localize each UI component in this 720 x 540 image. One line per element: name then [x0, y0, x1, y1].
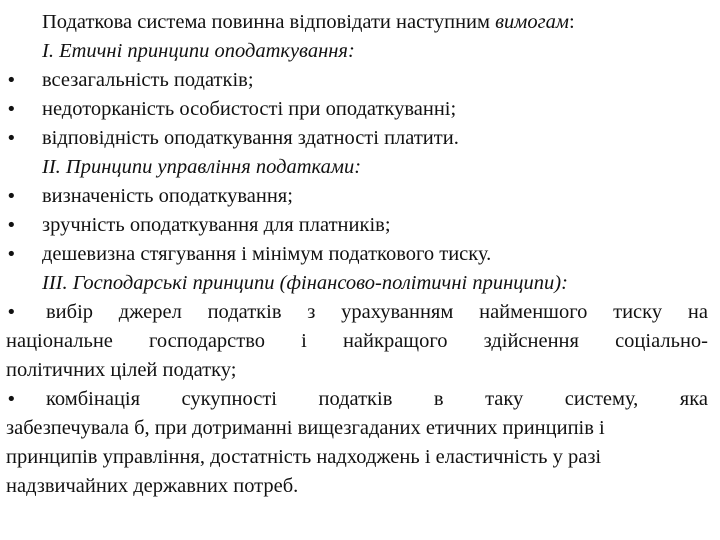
bullet-icon: •	[6, 389, 17, 410]
section1-item-3: відповідність оподаткування здатності платити.	[42, 127, 459, 149]
word: господарство	[149, 330, 266, 352]
word: найкращого	[342, 330, 448, 352]
intro-emphasis: вимогам	[495, 11, 569, 33]
section1-item-1: всезагальність податків;	[42, 69, 254, 91]
section3-item1-line3: політичних цілей податку;	[6, 359, 237, 381]
word: найменшого	[479, 301, 588, 323]
bullet-icon: •	[6, 215, 17, 236]
word: джерел	[118, 301, 182, 323]
intro-line	[42, 8, 575, 37]
word: здійснення	[483, 330, 579, 352]
word: соціально-	[615, 330, 708, 352]
word: національне	[6, 330, 113, 352]
section3-heading: ІІІ. Господарські принципи (фінансово-політичні принципи):	[42, 272, 568, 294]
section3-item2-line3: принципів управління, достатність надходжень і еластичність у разі	[6, 446, 602, 468]
bullet-icon: •	[6, 99, 17, 120]
word: податків	[207, 301, 282, 323]
word: яка	[679, 388, 708, 410]
section2-item-2: зручність оподаткування для платників;	[42, 214, 391, 236]
word: тиску	[613, 301, 663, 323]
word: таку	[485, 388, 524, 410]
section2-item-1: визначеність оподаткування;	[42, 185, 293, 207]
bullet-icon: •	[6, 186, 17, 207]
word: сукупності	[181, 388, 277, 410]
section3-item2-line1	[46, 385, 708, 414]
word: урахуванням	[341, 301, 454, 323]
word: податків	[318, 388, 393, 410]
word: вибір	[46, 301, 94, 323]
section2-heading: ІІ. Принципи управління податками:	[42, 156, 362, 178]
bullet-icon: •	[6, 70, 17, 91]
word: комбінація	[46, 388, 141, 410]
section3-item1-line2	[6, 327, 708, 356]
bullet-icon: •	[6, 302, 17, 323]
word: систему,	[564, 388, 639, 410]
word: на	[687, 301, 708, 323]
section3-item2-line2: забезпечувала б, при дотриманні вищезгаданих етичних принципів і	[6, 417, 605, 439]
section3-item2-line4: надзвичайних державних потреб.	[6, 475, 299, 497]
intro-text: Податкова система повинна відповідати наступним	[42, 11, 496, 33]
word: з	[307, 301, 316, 323]
bullet-icon: •	[6, 128, 17, 149]
intro-colon: :	[568, 11, 575, 33]
section2-item-3: дешевизна стягування і мінімум податкового тиску.	[42, 243, 492, 265]
word: і	[301, 330, 307, 352]
word: в	[433, 388, 444, 410]
bullet-icon: •	[6, 244, 17, 265]
section1-item-2: недоторканість особистості при оподаткуванні;	[42, 98, 457, 120]
section3-item1-line1	[46, 298, 708, 327]
section1-heading: І. Етичні принципи оподаткування:	[42, 40, 355, 62]
